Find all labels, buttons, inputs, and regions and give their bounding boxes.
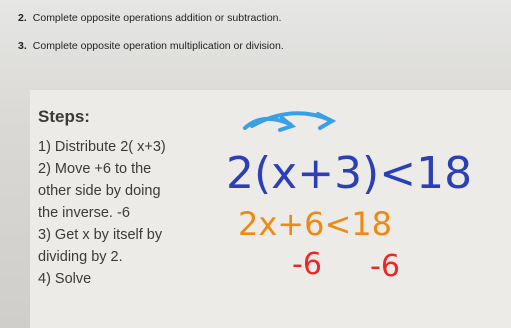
step-line: 3) Get x by itself by (38, 227, 163, 243)
step-line: 1) Distribute 2( x+3) (38, 139, 166, 155)
step-line: 2) Move +6 to the (38, 161, 152, 177)
equation-line-1 (226, 148, 472, 199)
subtract-right: -6 (370, 249, 400, 284)
question-2-number: 2. (18, 12, 27, 24)
subtraction-line (292, 247, 400, 284)
equation-line-2 (238, 205, 392, 243)
step-line: the inverse. -6 (38, 205, 130, 221)
steps-heading: Steps: (38, 107, 90, 126)
equation-2: 2x+6<18 (238, 205, 392, 243)
distribute-arrows-icon (245, 113, 332, 130)
equation-1: 2(x+3)<18 (226, 148, 473, 199)
step-line: 4) Solve (38, 271, 92, 287)
step-line: dividing by 2. (38, 249, 123, 265)
subtract-left: -6 (292, 247, 322, 282)
question-3-text: Complete opposite operation multiplication or division. (32, 40, 284, 52)
question-2-text: Complete opposite operations addition or subtraction. (32, 12, 282, 24)
question-3-number: 3. (18, 40, 27, 52)
step-line: other side by doing (38, 183, 161, 199)
